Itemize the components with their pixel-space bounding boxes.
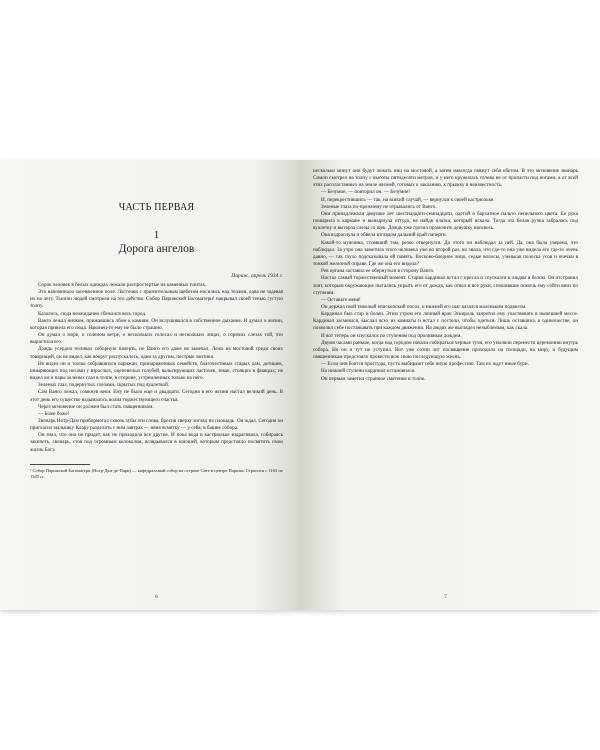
book-spread bbox=[0, 160, 600, 610]
paragraph: — Боже боже! bbox=[38, 410, 70, 417]
paragraph: Не видел он и толпы собравшихся парижан, принаряженных семейств, благочестивых старых дам, детишек, шныряющих под ногами у взрослых, оцепенелых голубей, вальсирующих ласточек, зевак, стоящих в фиакрах; не видел он и пары зеленых глаз в толпе, в стороне, устремленных только на него. bbox=[30, 360, 283, 382]
paragraph: Они принадлежали девушке лет шестнадцати-семнадцати, одетой в бархатное пальто пепельного цвета. Ее рука пошарила в кармане и вынырнула оттуда, не найдя платка, который искала. Тогда эта белая ручка забралась под вуалетку и вытерла слезы со щек. Дождь уже грозил промочить девушку насквозь. bbox=[313, 210, 578, 232]
paragraph: Ванго лежал ничком, прижавшись лбом к камням. Он вслушивался в собственное дыхание. И думал о жизни, которая привела его сюда. Наконец-то ему не было страшно. bbox=[30, 317, 283, 331]
part-title: ЧАСТЬ ПЕРВАЯ bbox=[118, 202, 195, 213]
paragraph: Казалось, сюда неожиданно сбежался весь город. bbox=[38, 310, 147, 317]
paragraph: Зеленых глаз, подернутых слезами, скрытых под вуалеткой. bbox=[38, 382, 170, 389]
right-page bbox=[299, 160, 600, 610]
paragraph: Настал самый торжественный момент. Старик кардинал встал с кресла и спускался к людям в белом. Он отстранил зонт, которым окружающие пытались укрыть его от дождя, как отвел и все руки, спешившие помочь ему сойти вниз по ступеням. bbox=[313, 275, 578, 296]
paragraph: Звонарь Нотр-Дам прибормотал сквозь зубы эти слова, бросив сверху взгляд на площадь. Он ждал. Сегодня он пригласил малышку Клару разделить с ним завтрак — няня всмятку — у себя, в башне собора. bbox=[30, 417, 283, 432]
chapter-number: 1 bbox=[153, 229, 160, 241]
paragraph: Кардинал был стар и болен. Этим утром его личный врач Эскироль запретил ему участвовать в нынешней мессе. Кардинал засмеялся, выслал всех из комнаты и встал с постели, чтобы одеться. Лишь оставшись в одиночестве, он позволил себе постанывать при каждом движении. На людях же выглядел незыблемым, как скала. bbox=[313, 311, 578, 332]
page-number-right: 7 bbox=[444, 595, 447, 600]
paragraph: И, перекрестившись — так, на всякий случай, — вернулся к своей кастрюльке. bbox=[321, 196, 495, 203]
page-number-left: 6 bbox=[155, 595, 158, 600]
paragraph: — Безумие, — повторил он. — Безумие! bbox=[321, 189, 411, 196]
right-body-text bbox=[313, 168, 578, 383]
paragraph: Двумя часами раньше, когда над городом начали собираться черные тучи, его умоляли перенести церемонию внутрь собора. Но он и тут не уступил. Вот уже сотни лет посвящение проходило на площади, на миру, и будущим священникам предстояло провести всю свою последующую жизнь. bbox=[313, 339, 578, 361]
footnote: ¹ Собор Парижской Богоматери (Нотр-Дам-де-Пари) — кафедральный собор на острове Сите в центре Парижа. Строился с 1163 по 1345 гг. bbox=[30, 467, 283, 479]
paragraph: Он держал свой тяжелый епископский посох, к нижней его шаг казался маленьким подвигом. bbox=[321, 303, 527, 310]
paragraph: Какой-то мужчина, стоявший там, резко отвернулся. До этого он наблюдал за ней. Да, она была уверена, что наблюдал. За утро она заметила этого человека уже во второй раз, но знала, что где-то она уже видела его где-то очень давно, — так глухо подсказывала ей память. Восково-бледное лицо, седые волосы, узенькая полоска усов и очечки в тонкой железной оправе. Где же она его видела? bbox=[313, 239, 578, 268]
paragraph: — Оставьте меня! bbox=[321, 296, 361, 303]
paragraph: Рев органа заставил ее обернуться в сторону Ванго. bbox=[321, 268, 435, 275]
left-page bbox=[0, 160, 299, 610]
footnote-divider bbox=[30, 464, 90, 465]
paragraph: Сам Ванго лежал, сомкнув веки. Ему не было еще и двадцати. Сегодня в его жизни настал великий день. В этот день его существо вздымалось волна торжествующего счастья. bbox=[30, 389, 283, 403]
paragraph: Через мгновение он должен был стать священником. bbox=[38, 403, 154, 410]
dateline: Париж, апрель 1934 г. bbox=[231, 273, 283, 279]
paragraph: несколько минут они будут лежать ниц на мостовой, а затем навсегда свяжут себя обетом. В это мгновение звонарь Симон смотрел на толпу с высоты пятидесяти метров, и у него кружилась голова не от пропасти под ногами, а от всей этих распластанных на земле жизней, готовых к закланию, к прыжку в неизвестность. bbox=[313, 168, 578, 189]
paragraph: И вот теперь он спускался по ступеням под проливным дождем. bbox=[321, 332, 462, 339]
paragraph: Он думал о море, о соленом ветре, о нескольких голосах и нескольких лицах, о горячих слезах той, что вырастила его. bbox=[30, 332, 283, 346]
paragraph: На нижней ступени кардинал остановился. bbox=[321, 368, 416, 375]
paragraph: Он знал, что она не придет, как не приходила все другие. И пока вода в кастрюльке вздрагивала, собираясь закипеть, звонарь, стоя под огромным колоколом, вглядывался в юношей, которым предстояло посвятить свою жизнь Богу. bbox=[30, 432, 283, 453]
paragraph: Дождь усердно поливал соборную паперть, но Ванго его даже не замечал. Лежа на мостовой среди своих товарищей, он не видел, как вокруг распускалось, одно за другим, пестрые зонтики. bbox=[30, 346, 283, 360]
chapter-title: Дорога ангелов bbox=[118, 243, 195, 255]
paragraph: Она вздрогнула и обвела взглядом дальний край паперти. bbox=[321, 232, 447, 239]
paragraph: — Если они боятся простуды, пусть выбирают себе иную профессию. Там их ждут иные бури. bbox=[321, 361, 529, 368]
paragraph: Он первым заметил странное смятение в толпе. bbox=[321, 375, 426, 382]
left-body-text bbox=[30, 282, 283, 454]
paragraph: Зеленые глаза по-прежнему не отрывались от Ванго. bbox=[321, 203, 437, 210]
paragraph: Это напоминало засеяженное поле. Ласточки с пронзительным щебетом носились над телами, едва не задевая их на лету. Тысячи людей смотрели на это действо. Собор Парижской Богоматери¹ накрывал своей тенью густую толпу. bbox=[30, 289, 283, 310]
paragraph: Сорок человек в белых одеждах лежали распростертые на каменных плитах. bbox=[38, 282, 207, 288]
